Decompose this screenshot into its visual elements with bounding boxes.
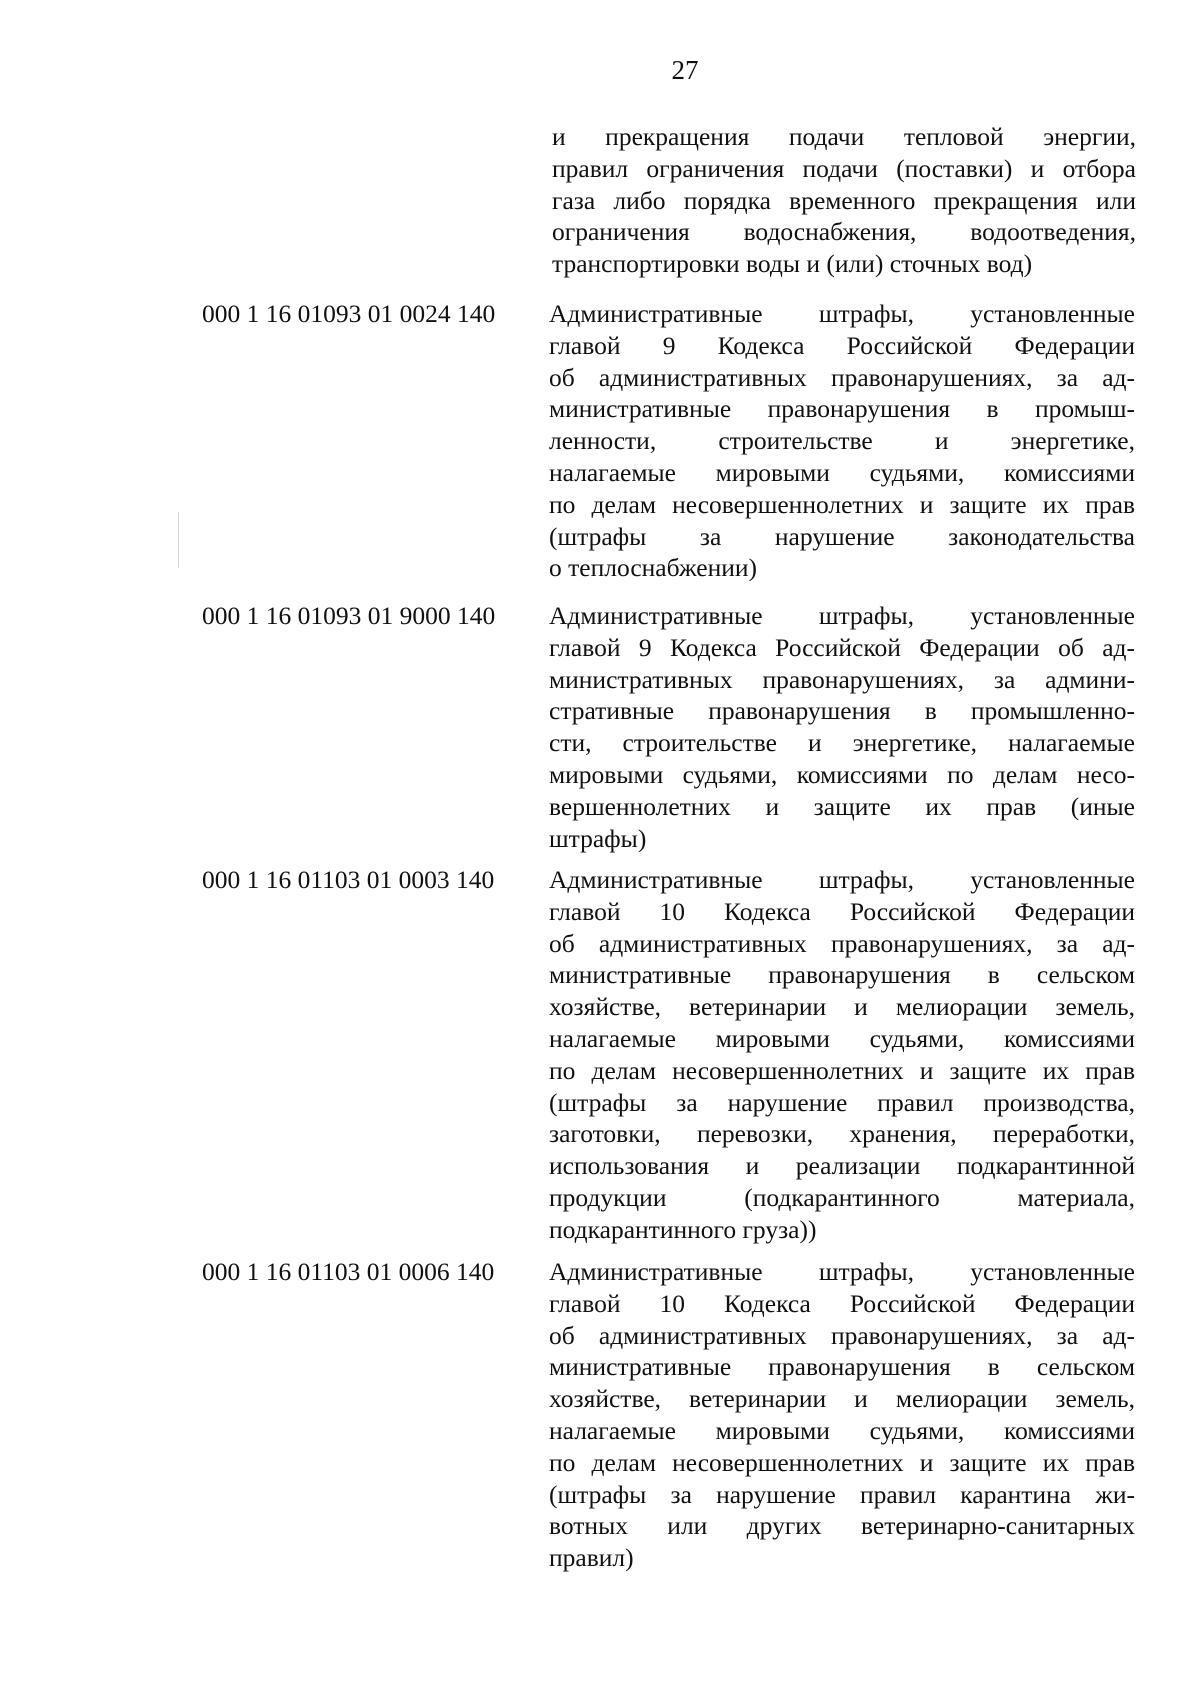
continued-description [552,121,1136,280]
description-line: ленности, строительстве и энергетике, [549,426,1135,456]
description-line: по делам несовершеннолетних и защите их прав [549,489,1135,519]
description-line: налагаемые мировыми судьями, комиссиями [549,457,1135,487]
description-line: Административные штрафы, установленные [549,601,1135,630]
description-line: правил ограничения подачи (поставки) и отбора [552,153,1136,183]
row-description [549,298,1135,584]
description-line: (штрафы за нарушение правил производства, [549,1087,1135,1117]
page-number: 27 [671,55,699,85]
description-line: транспортировки воды и (или) сточных вод) [552,249,1033,279]
description-line: (штрафы за нарушение правил карантина жи- [549,1479,1135,1509]
description-line: правил) [549,1543,634,1573]
description-line: заготовки, перевозки, хранения, переработки, [549,1119,1135,1149]
row-description [549,864,1135,1246]
description-line: хозяйстве, ветеринарии и мелиорации земель, [549,1384,1135,1414]
description-line: вершеннолетних и защите их прав (иные [549,791,1135,821]
description-line: главой 9 Кодекса Российской Федерации об ад- [549,632,1135,662]
description-line: сти, строительстве и энергетике, налагаемые [549,728,1135,758]
row-description [549,600,1135,854]
description-line: министративные правонарушения в сельском [549,1352,1135,1382]
description-line: министративные правонарушения в промыш- [549,394,1135,424]
description-line: штрафы) [549,823,647,853]
description-line: использования и реализации подкарантинной [549,1151,1135,1181]
description-line: газа либо порядка временного прекращения или [552,185,1136,215]
description-line: Административные штрафы, установленные [549,865,1135,894]
description-line: Административные штрафы, установленные [549,1257,1135,1286]
description-line: министративные правонарушения в сельском [549,960,1135,990]
budget-code: 000 1 16 01093 01 9000 140 [202,601,496,630]
description-line: налагаемые мировыми судьями, комиссиями [549,1023,1135,1053]
budget-code: 000 1 16 01103 01 0003 140 [202,865,495,894]
description-line: об административных правонарушениях, за ад- [549,362,1135,392]
budget-code: 000 1 16 01103 01 0006 140 [202,1257,495,1286]
description-line: главой 9 Кодекса Российской Федерации [549,330,1135,360]
description-line: Административные штрафы, установленные [549,299,1135,328]
description-line: главой 10 Кодекса Российской Федерации [549,1288,1135,1318]
description-line: стративные правонарушения в промышленно- [549,696,1135,726]
budget-code: 000 1 16 01093 01 0024 140 [202,299,496,328]
description-line: налагаемые мировыми судьями, комиссиями [549,1415,1135,1445]
description-line: подкарантинного груза)) [549,1214,817,1244]
description-line: продукции (подкарантинного материала, [549,1182,1135,1212]
scan-margin-mark [178,512,179,568]
description-line: и прекращения подачи тепловой энергии, [552,122,1136,151]
row-description [549,1256,1135,1574]
description-line: об административных правонарушениях, за ад- [549,1320,1135,1350]
description-line: по делам несовершеннолетних и защите их прав [549,1055,1135,1085]
description-line: ограничения водоснабжения, водоотведения, [552,217,1136,247]
description-line: мировыми судьями, комиссиями по делам несо- [549,759,1135,789]
description-line: министративных правонарушениях, за админи- [549,664,1135,694]
description-line: вотных или других ветеринарно-санитарных [549,1511,1135,1541]
description-line: главой 10 Кодекса Российской Федерации [549,896,1135,926]
description-line: об административных правонарушениях, за ад- [549,928,1135,958]
description-line: по делам несовершеннолетних и защите их прав [549,1447,1135,1477]
description-line: (штрафы за нарушение законодательства [549,521,1135,551]
description-line: хозяйстве, ветеринарии и мелиорации земель, [549,992,1135,1022]
description-line: о теплоснабжении) [549,553,757,583]
